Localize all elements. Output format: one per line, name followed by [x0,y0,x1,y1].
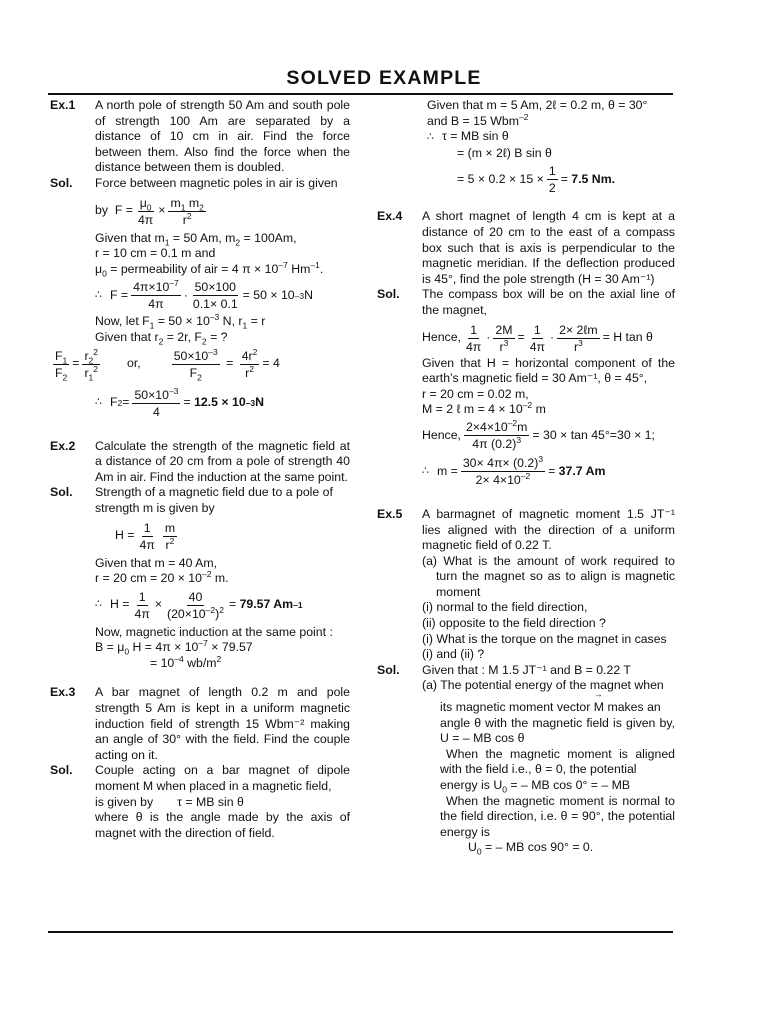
ex2-label: Ex.2 [50,438,76,453]
ex5-question-text: A barmagnet of magnetic moment 1.5 JT⁻¹ lies aligned with the direction of a uniform magnetic field of 0.22 T. [422,506,675,553]
ex1-given-r: r = 10 cm = 0.1 m and [95,246,216,261]
ex5-sol-vector: its magnetic moment vector → M makes an [440,700,675,716]
ex4-question-text: A short magnet of length 4 cm is kept at a distance of 20 cm to the east of a compass box such that is axis is perpendicular to the magnetic meridian. If the deflection produced is 45°, find the pole strength (H = 30 Am⁻¹) [422,209,675,286]
ex2-induction-result: = $10^{-4}$ $wb/m^2$ [150,653,222,670]
ex5-question-b: (i) What is the torque on the magnet in cases (i) and (ii) ? [422,631,667,662]
ex4-question [377,209,675,287]
ex1-force-calc: ∴ F = $\frac{4\pi\times 10^{-7}}{4\pi}$ · $\frac{50\times 100}{0.1\times 0.1}$ = 50 × 10 –3 N [95,278,313,312]
ex2-given-r: r = 20 cm = $20 \times 10^{-2}$ m. [95,569,229,586]
page-title: SOLVED EXAMPLE [286,67,482,89]
ex1-ratio: $\frac{F_1}{F_2}$ = $\frac{r_2^2}{r_1^2}$ or, $\frac{50\times 10^{-3}}{F_2}$ = $\frac{4r^2}{r^2}$ = 4 [55,346,280,382]
sol-label: Sol. [377,287,400,302]
ex4-hence-eq: Hence, $\frac{1}{4\pi}$ · $\frac{2M}{r^3}$ = $\frac{1}{4\pi}$ · $\frac{\text{2× 2ℓm}}{r^3}$ = H tan θ [422,322,653,354]
ex5-question-a: (a) What is the amount of work required to turn the magnet so as to align is magnetic moment [422,553,675,599]
ex1-sol-intro: Force between magnetic poles in air is given [95,175,338,190]
ex5-question [377,507,675,663]
ex5-question-i: (i) normal to the field direction, [422,600,588,615]
ex2-induction-calc: $B = \mu_0$ $H = 4\pi \times 10^{-7} \times 79.57$ [95,638,253,657]
ex5-sol-aligned-energy: energy is $U_0$ = – MB cos 0° = – MB [440,778,631,795]
ex3-question [50,685,350,763]
sol-label: Sol. [50,763,73,778]
ex1-solution [50,176,350,419]
ex5-sol-aligned: When the magnetic moment is aligned with the field i.e., θ = 0, the potential [440,746,675,777]
ex3-question-text: A bar magnet of length 0.2 m and pole strength 5 Am is kept in a uniform magnetic induction field of strength 15 Wbm⁻² making an angle of 30° with the field. Find the couple acting on it. [95,685,350,762]
ex1-new-force: Now, let $F_1 = 50 \times 10^{-3}$ N, $r_1 = r$ [95,312,266,331]
ex2-h-result: ∴ H = $\frac{1}{4\pi}$ × $\frac{40}{(20\times 10^{-2})^2}$ = 79.57 Am –1 [95,589,303,621]
ex4-given: Given that H = horizontal component of the earth’s magnetic field = 30 Am⁻¹, θ = 45°, [422,355,675,386]
ex3-continued [377,98,675,195]
ex5-sol-given: Given that : M 1.5 JT⁻¹ and B = 0.22 T [422,662,631,677]
ex4-sol-text: The compass box will be on the axial line of the magnet, [422,287,675,317]
ex3-torque-result: = 5 × 0.2 × 15 × $\frac{1}{2}$ = 7.5 Nm. [457,164,616,196]
bottom-rule [48,931,673,933]
ex1-force-formula: by F = $\frac{\mu_0}{4\pi}$ × $\frac{m_1 m_2}{r^2}$ [95,195,204,227]
ex1-question-text: A north pole of strength 50 Am and south pole of strength 100 Am are separated by a distance of 10 cm in air. Find the force between them. Also find the force when the distance between them is doubled. [95,98,350,175]
ex4-m-result: ∴ m = $\frac{30\times 4\pi\times (0.2)^3}{2\times 4\times 10^{-2}}$ = 37.7 Am [422,453,606,487]
ex3-torque: ∴ τ = MB sin θ [427,129,509,144]
left-column [50,98,350,841]
ex5-sol-normal-energy: $U_0$ = – MB cos 90° = 0. [468,840,594,857]
ex3-sol-text: Couple acting on a bar magnet of dipole moment M when placed in a magnetic field, [95,763,350,794]
right-column [377,98,675,856]
ex5-solution [377,663,675,856]
ex4-given-m: M = 2 ℓ $m = 4 \times 10^{-2}$ m [422,400,546,417]
ex5-sol-body [422,700,675,856]
ex5-label: Ex.5 [377,506,403,521]
ex2-question-text: Calculate the strength of the magnetic field at a distance of 20 cm from a pole of strength 40 Am in air. Find the induction at the same point. [95,438,350,484]
ex1-given-mu: $\mu_0$ = permeability of air = 4 $\pi \times 10^{-7}$ $Hm^{-1}$. [95,259,324,279]
ex1-given-masses: Given that $m_1 = 50$ Am, $m_2 = 100Am$, [95,230,297,248]
sol-label: Sol. [50,175,73,190]
ex2-sol-intro: Strength of a magnetic field due to a pole of strength m is given by [95,485,333,515]
ex3-label: Ex.3 [50,685,76,700]
ex1-f2-result: ∴ F 2 = $\frac{50\times 10^{-3}}{4}$ = 12.5 × 10 –3 N [95,385,265,419]
ex3-sol-where: where θ is the angle made by the axis of magnet with the direction of field. [95,810,350,840]
ex5-question-ii: (ii) opposite to the field direction ? [422,616,606,631]
ex2-h-formula: H = $\frac{1}{4\pi}$ $\frac{m}{r^2}$ [115,520,176,552]
ex1-label: Ex.1 [50,98,76,112]
ex4-solution [377,287,675,487]
ex3-given-b: and B = 15 Wbm$^{-2}$ [427,111,529,128]
ex4-label: Ex.4 [377,209,403,224]
ex4-hence-calc: Hence, $\frac{2\times 4\times 10^{-2}m}{4\pi (0.2)^3}$ = 30 × tan 45°=30 × 1; [422,417,655,451]
ex5-sol-angle: angle θ with the magnetic field is given by, U = – MB cos θ [440,715,675,746]
ex4-given-r: r = 20 cm = 0.02 m, [422,386,529,401]
ex2-solution [50,485,350,671]
ex2-given-m: Given that m = 40 Am, [95,555,218,570]
ex2-induction-intro: Now, magnetic induction at the same point : [95,624,333,639]
ex2-question [50,439,350,486]
ex3-given: Given that m = 5 Am, 2ℓ = 0.2 m, θ = 30° [427,98,648,112]
ex3-sol-formula: is given by τ = MB sin θ [95,794,244,809]
vector-m: → M [594,700,604,716]
ex5-sol-normal: When the magnetic moment is normal to the field direction, i.e. θ = 90°, the potential energy is [440,793,675,839]
ex3-torque-expand: = (m × 2ℓ) B sin θ [457,145,552,160]
ex1-given-r2: Given that $r_2 = 2r$, $F_2$ = ? [95,329,228,347]
ex1-question [50,98,350,176]
ex5-sol-a: (a) The potential energy of the magnet when [422,678,664,693]
sol-label: Sol. [50,485,73,500]
sol-label: Sol. [377,662,400,677]
ex3-solution [50,763,350,841]
top-rule [48,93,673,95]
